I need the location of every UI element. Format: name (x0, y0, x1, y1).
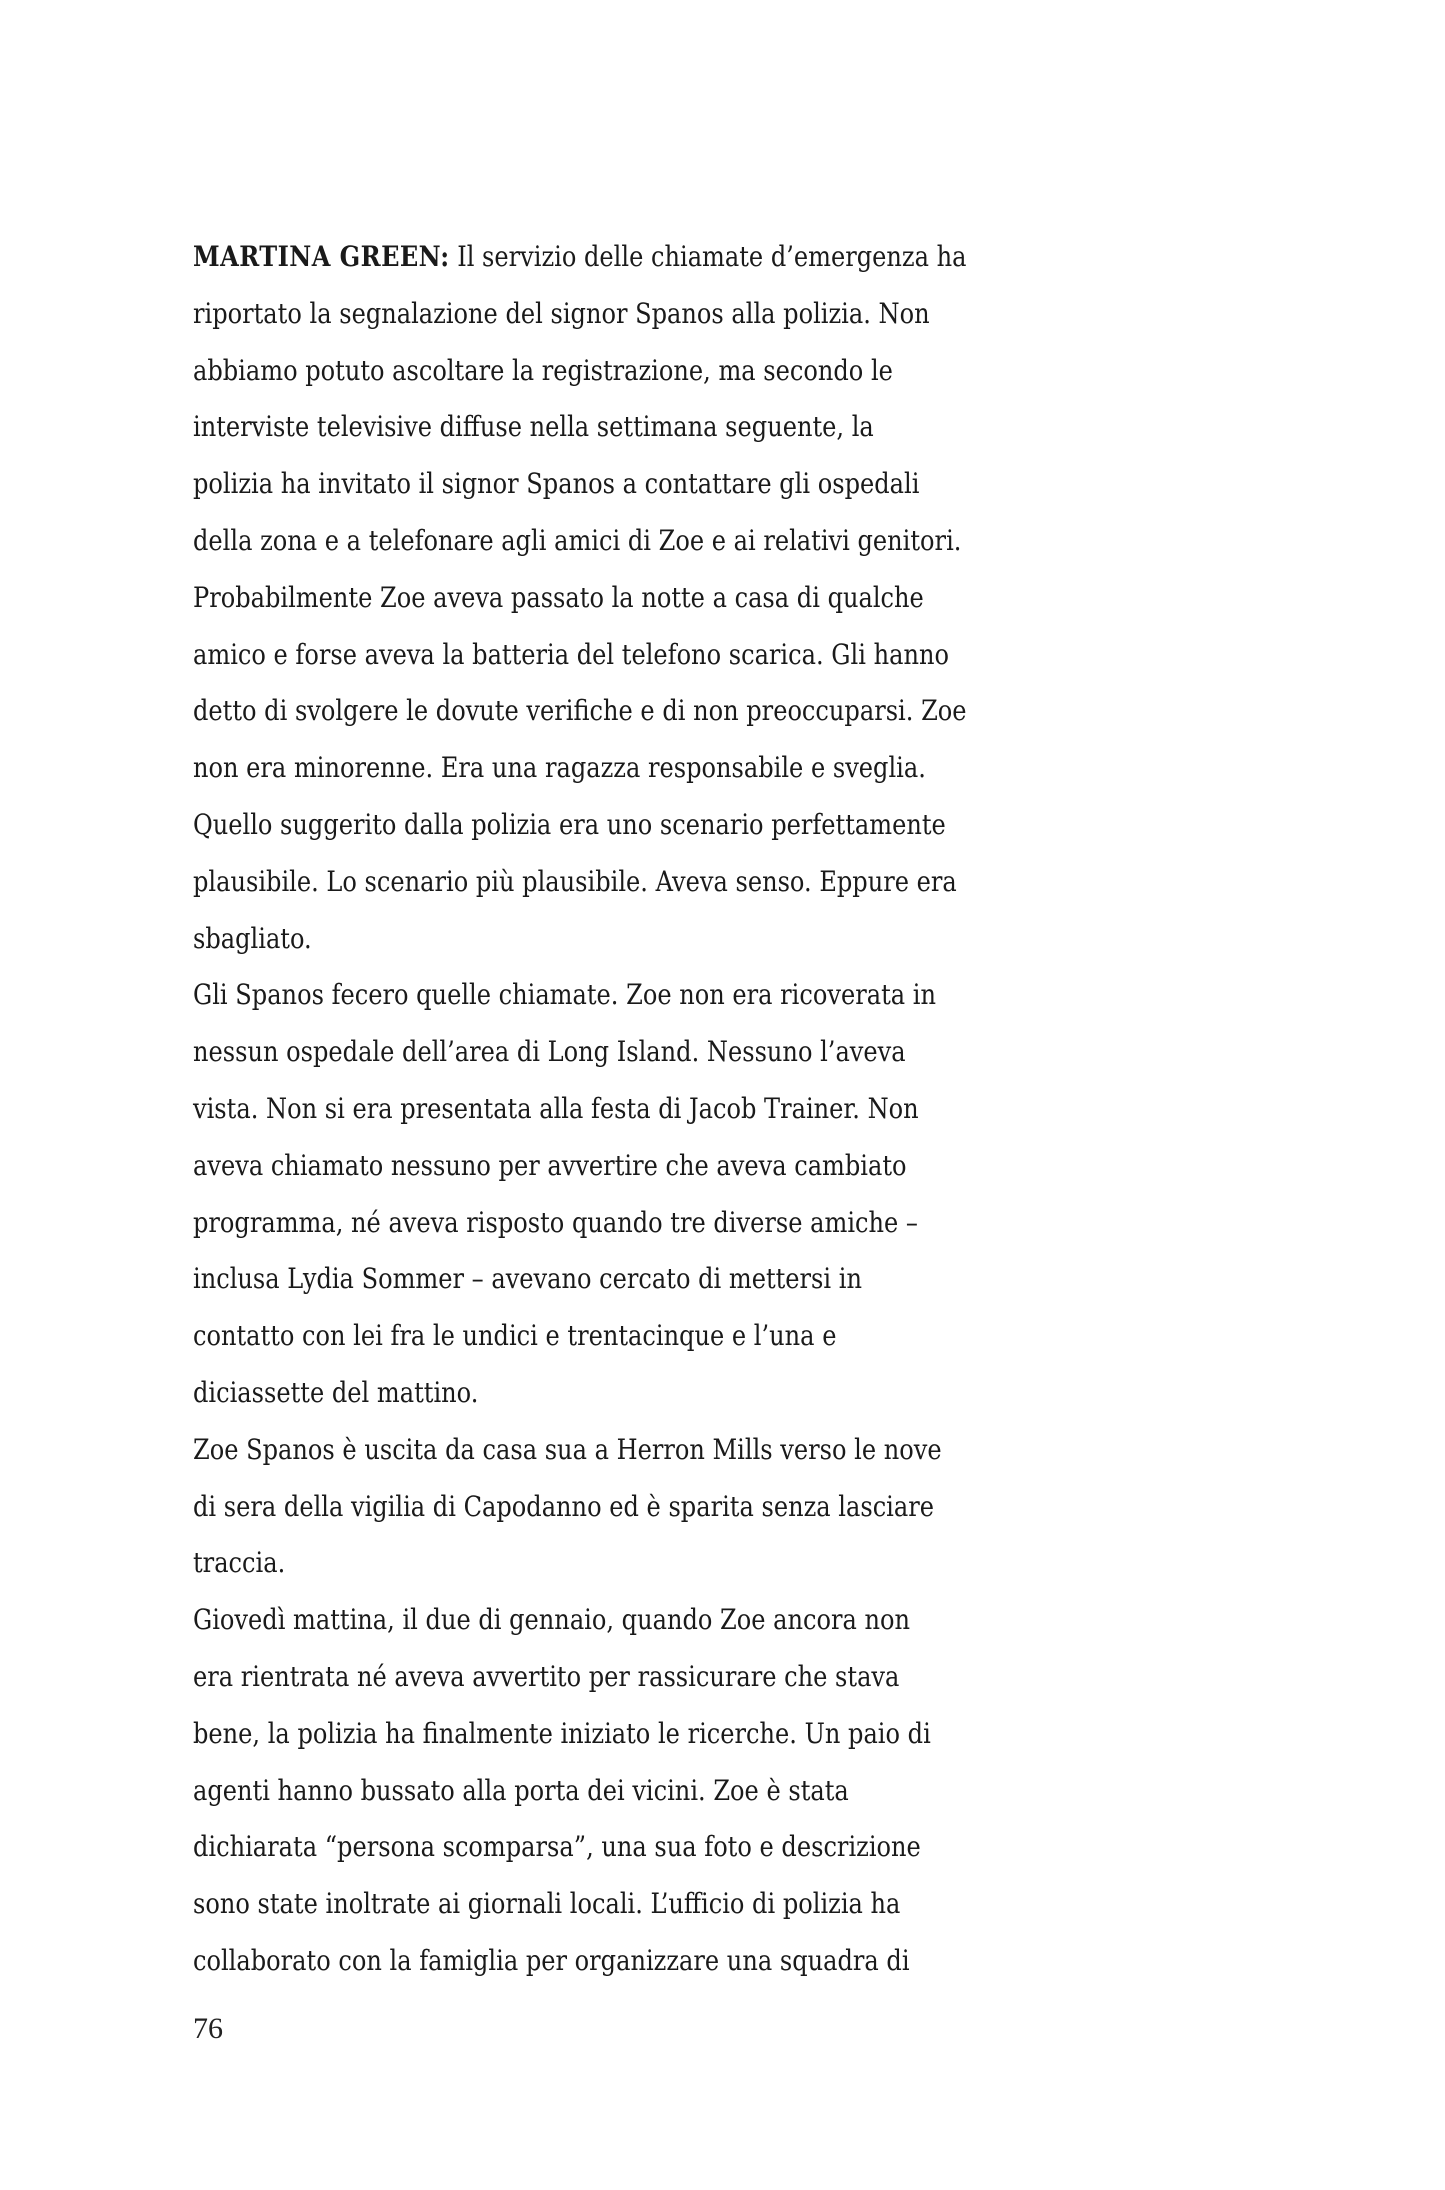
text-line: Quello suggerito dalla polizia era uno scenario perfettamente (193, 807, 946, 841)
text-line: detto di svolgere le dovute verifiche e di non preoccuparsi. Zoe (193, 694, 967, 728)
text-line: agenti hanno bussato alla porta dei vicini. Zoe è stata (193, 1773, 849, 1807)
text-line: amico e forse aveva la batteria del telefono scarica. Gli hanno (193, 637, 949, 671)
text-line: diciassette del mattino. (193, 1375, 479, 1409)
text-line: collaborato con la famiglia per organizzare una squadra di (193, 1943, 910, 1977)
text-line: abbiamo potuto ascoltare la registrazione, ma secondo le (193, 353, 893, 387)
text-line: vista. Non si era presentata alla festa di Jacob Trainer. Non (193, 1091, 919, 1125)
text-line: di sera della vigilia di Capodanno ed è sparita senza lasciare (193, 1489, 935, 1523)
speaker-label: MARTINA GREEN: (193, 240, 450, 273)
text-line: aveva chiamato nessuno per avvertire che aveva cambiato (193, 1148, 907, 1182)
text-line: Gli Spanos fecero quelle chiamate. Zoe non era ricoverata in (193, 978, 936, 1012)
page-number: 76 (193, 2012, 223, 2045)
text-line: non era minorenne. Era una ragazza responsabile e sveglia. (193, 751, 926, 785)
text-line: polizia ha invitato il signor Spanos a contattare gli ospedali (193, 467, 920, 501)
text-line: sono state inoltrate ai giornali locali. L’ufficio di polizia ha (193, 1887, 901, 1921)
text-line: plausibile. Lo scenario più plausibile. Aveva senso. Eppure era (193, 864, 957, 898)
text-line: inclusa Lydia Sommer – avevano cercato di mettersi in (193, 1262, 862, 1296)
text-line (193, 229, 1139, 286)
text-line: sbagliato. (193, 921, 312, 955)
text-line: contatto con lei fra le undici e trentacinque e l’una e (193, 1319, 837, 1353)
text-line: Giovedì mattina, il due di gennaio, quando Zoe ancora non (193, 1603, 911, 1637)
text-line: dichiarata “persona scomparsa”, una sua foto e descrizione (193, 1830, 921, 1864)
text-line: bene, la polizia ha finalmente iniziato le ricerche. Un paio di (193, 1716, 931, 1750)
text-line-content: Il servizio delle chiamate d’emergenza ha (449, 240, 967, 273)
text-line: traccia. (193, 1546, 286, 1580)
text-line: interviste televisive diffuse nella settimana seguente, la (193, 410, 874, 444)
text-line: riportato la segnalazione del signor Spanos alla polizia. Non (193, 296, 930, 330)
text-line: Zoe Spanos è uscita da casa sua a Herron Mills verso le nove (193, 1432, 942, 1466)
text-line: programma, né aveva risposto quando tre diverse amiche – (193, 1205, 918, 1239)
body-text (193, 229, 1139, 1990)
text-line: nessun ospedale dell’area di Long Island. Nessuno l’aveva (193, 1035, 906, 1069)
text-line: Probabilmente Zoe aveva passato la notte a casa di qualche (193, 580, 924, 614)
text-line: era rientrata né aveva avvertito per rassicurare che stava (193, 1659, 900, 1693)
text-line: della zona e a telefonare agli amici di Zoe e ai relativi genitori. (193, 523, 962, 557)
